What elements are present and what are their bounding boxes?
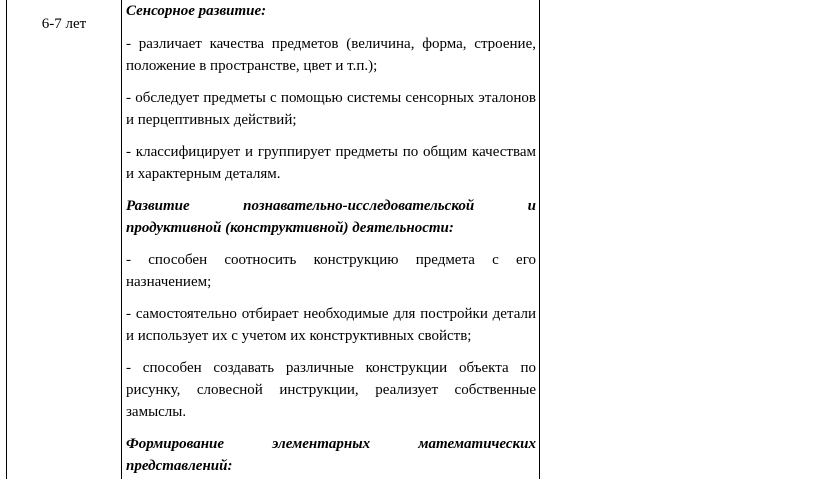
sensory-item-2: - обследует предметы с помощью системы сенсорных эталонов и перцептивных действий; [126,90,536,128]
sensory-heading: Сенсорное развитие: [126,3,267,19]
column-divider [121,0,122,479]
cognitive-item-3: - способен создавать различные конструкции объекта по рисунку, словесной инструкции, реализует собственные замыслы. [126,360,536,420]
math-heading [126,433,536,477]
age-cell: 6-7 лет [41,16,87,32]
content-cell [126,0,536,477]
cognitive-heading-line-1: Развитие познавательно-исследовательской и [126,198,536,214]
development-table [6,0,540,479]
cognitive-heading-line-2: продуктивной (конструктивной) деятельности: [126,220,454,236]
sensory-item-3: - классифицирует и группирует предметы по общим качествам и характерным деталям. [126,144,536,182]
cognitive-heading [126,195,536,239]
math-heading-line-2: представлений: [126,458,233,474]
cognitive-item-1: - способен соотносить конструкцию предмета с его назначением; [126,252,536,290]
sensory-item-1: - различает качества предметов (величина, форма, строение, положение в пространстве, цвет и т.п.); [126,36,536,74]
math-heading-line-1: Формирование элементарных математических [126,436,536,452]
cognitive-item-2: - самостоятельно отбирает необходимые для постройки детали и использует их с учетом их конструктивных свойств; [126,306,536,344]
